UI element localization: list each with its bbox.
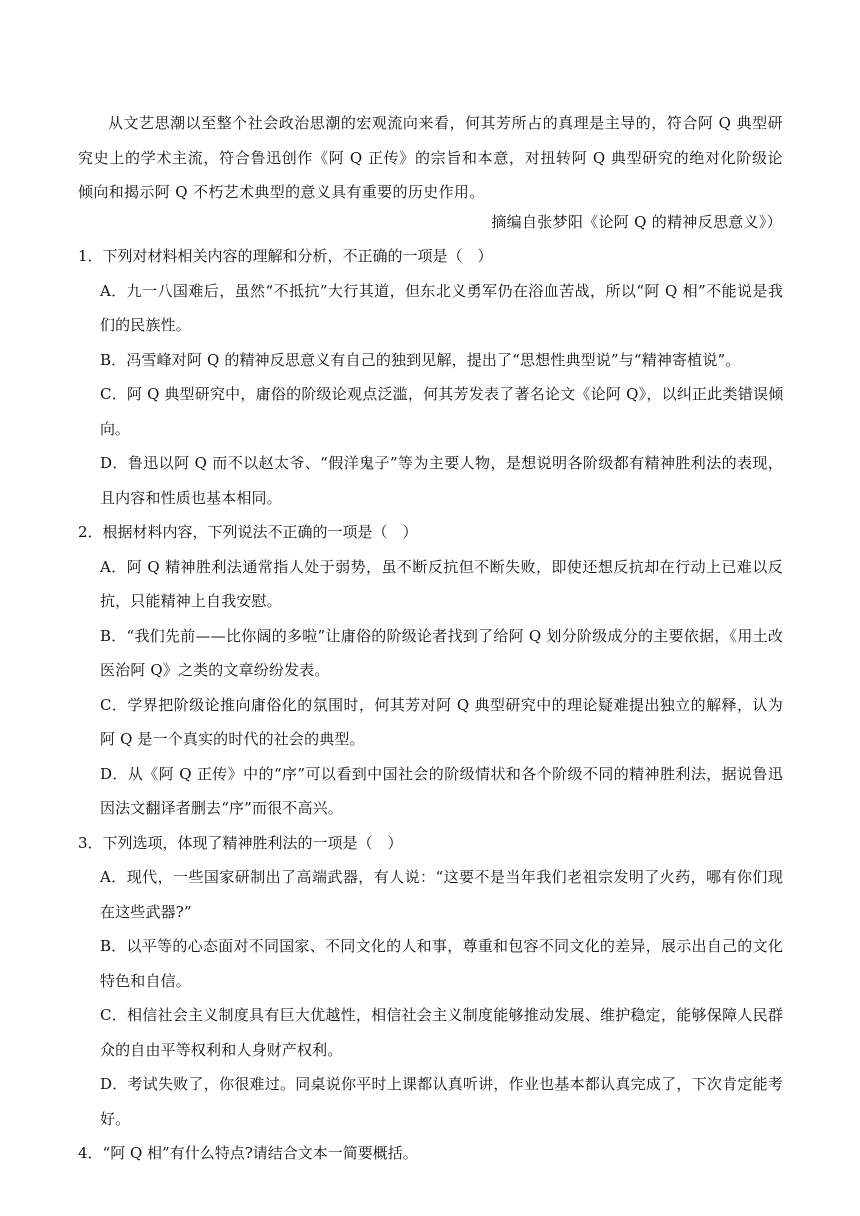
option-a: A．阿 Q 精神胜利法通常指人处于弱势，虽不断反抗但不断失败，即使还想反抗却在行动上已难以反抗，只能精神上自我安慰。 xyxy=(100,557,783,610)
question-1 xyxy=(78,239,783,515)
option-c: C．阿 Q 典型研究中，庸俗的阶级论观点泛滥，何其芳发表了著名论文《论阿 Q》，以纠正此类错误倾向。 xyxy=(100,385,783,438)
source-citation: 摘编自张梦阳《论阿 Q 的精神反思意义》） xyxy=(491,213,782,231)
passage-paragraph: 从文艺思潮以至整个社会政治思潮的宏观流向来看，何其芳所占的真理是主导的，符合阿 Q 典型研究史上的学术主流，符合鲁迅创作《阿 Q 正传》的宗旨和本意，对扭转阿 Q 典型研究的绝对化阶级论倾向和揭示阿 Q 不朽艺术典型的意义具有重要的历史作用。 xyxy=(78,114,783,201)
option-b: B．“我们先前——比你阔的多啦”让庸俗的阶级论者找到了给阿 Q 划分阶级成分的主要依据，《用土改医治阿 Q》之类的文章纷纷发表。 xyxy=(100,626,783,679)
question-2 xyxy=(78,515,783,826)
question-stem: 4．“阿 Q 相”有什么特点?请结合文本一简要概括。 xyxy=(78,1144,418,1162)
option-d: D．从《阿 Q 正传》中的“序”可以看到中国社会的阶级情状和各个阶级不同的精神胜利法，据说鲁迅因法文翻译者删去“序”而很不高兴。 xyxy=(100,764,783,817)
option-c: C．相信社会主义制度具有巨大优越性，相信社会主义制度能够推动发展、维护稳定，能够保障人民群众的自由平等权利和人身财产权利。 xyxy=(100,1006,783,1059)
option-b: B．冯雪峰对阿 Q 的精神反思意义有自己的独到见解，提出了“思想性典型说”与“精神寄植说”。 xyxy=(100,350,741,369)
option-a: A．现代，一些国家研制出了高端武器，有人说：“这要不是当年我们老祖宗发明了火药，哪有你们现在这些武器?” xyxy=(100,868,783,921)
option-d: D．鲁迅以阿 Q 而不以赵太爷、“假洋鬼子”等为主要人物，是想说明各阶级都有精神胜利法的表现，且内容和性质也基本相同。 xyxy=(100,454,783,507)
question-4 xyxy=(78,1136,783,1171)
option-c: C．学界把阶级论推向庸俗化的氛围时，何其芳对阿 Q 典型研究中的理论疑难提出独立的解释，认为阿 Q 是一个真实的时代的社会的典型。 xyxy=(100,695,783,748)
option-a: A．九一八国难后，虽然“不抵抗”大行其道，但东北义勇军仍在浴血苦战，所以“阿 Q 相”不能说是我们的民族性。 xyxy=(100,281,783,334)
option-b: B．以平等的心态面对不同国家、不同文化的人和事，尊重和包容不同文化的差异，展示出自己的文化特色和自信。 xyxy=(100,937,783,990)
option-d: D．考试失败了，你很难过。同桌说你平时上课都认真听讲，作业也基本都认真完成了，下次肯定能考好。 xyxy=(100,1075,783,1128)
question-list xyxy=(78,239,783,1171)
question-stem: 1．下列对材料相关内容的理解和分析，不正确的一项是（ ） xyxy=(78,247,493,265)
question-stem: 3．下列选项，体现了精神胜利法的一项是（ ） xyxy=(78,833,403,852)
question-3 xyxy=(78,826,783,1137)
question-stem: 2．根据材料内容，下列说法不正确的一项是（ ） xyxy=(78,523,418,541)
